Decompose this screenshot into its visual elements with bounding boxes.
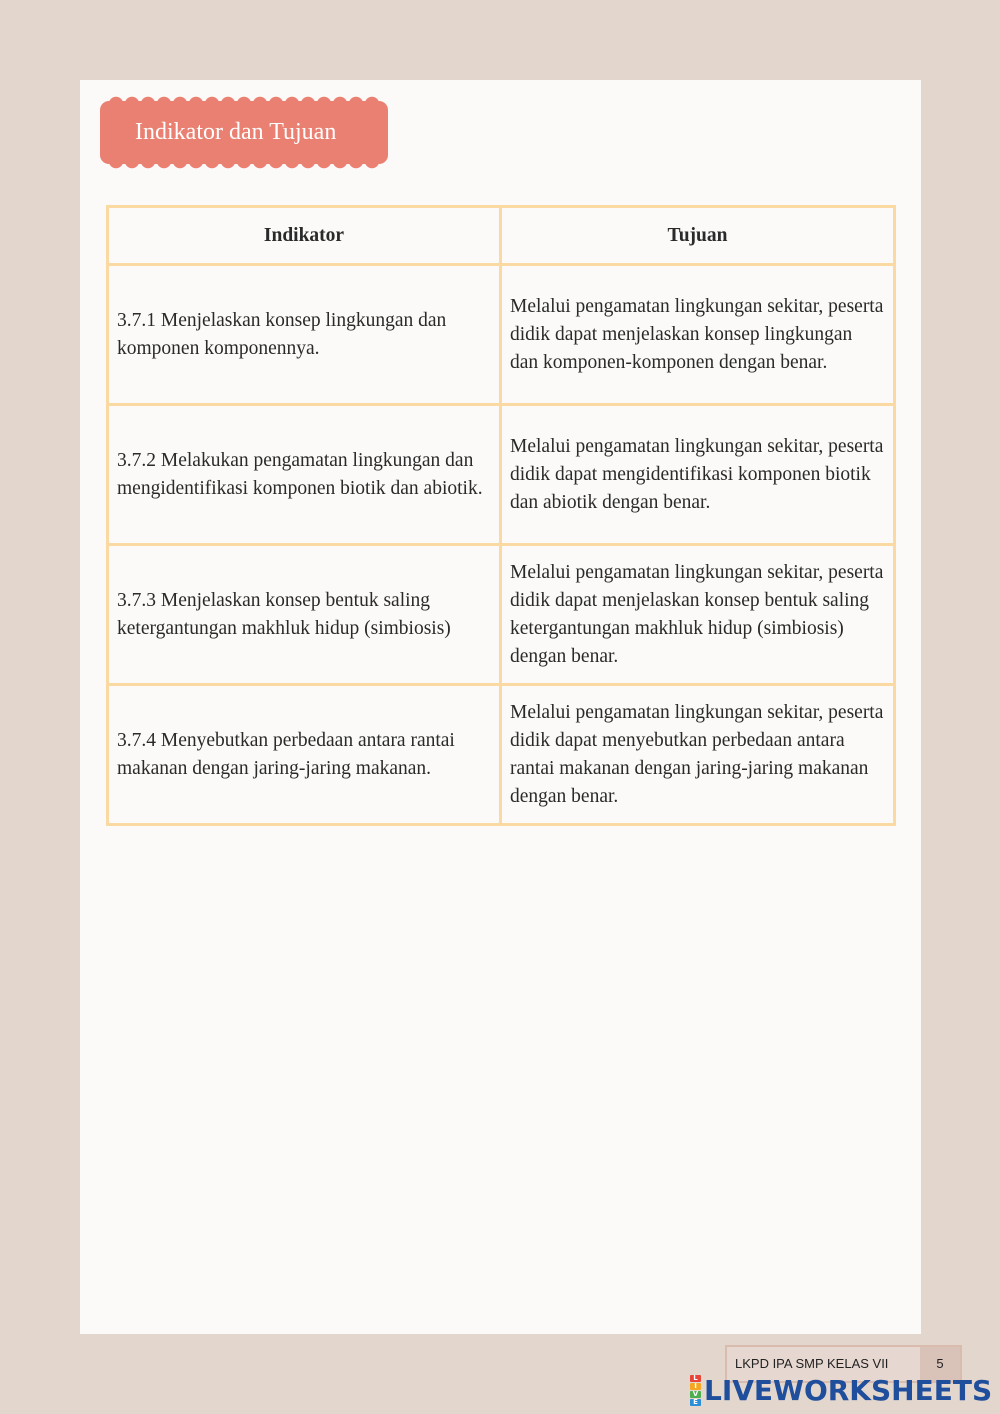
tujuan-cell: Melalui pengamatan lingkungan sekitar, peserta didik dapat menyebutkan perbedaan antara rantai makanan dengan jaring-jaring makanan dengan benar. <box>501 685 895 825</box>
page-number: 5 <box>920 1347 960 1381</box>
badge-scallop-bottom <box>108 161 380 169</box>
table-row <box>108 405 895 545</box>
logo-letter: L <box>690 1375 701 1382</box>
header-tujuan: Tujuan <box>501 207 895 265</box>
logo-letter: I <box>690 1383 701 1390</box>
table-row <box>108 685 895 825</box>
table-header-row <box>108 207 895 265</box>
badge-scallop-top <box>108 96 380 104</box>
logo-letter: V <box>690 1391 701 1398</box>
liveworksheets-watermark[interactable] <box>690 1372 992 1408</box>
watermark-text: LIVEWORKSHEETS <box>704 1373 993 1407</box>
table-row <box>108 545 895 685</box>
table-row <box>108 265 895 405</box>
section-title: Indikator dan Tujuan <box>135 119 337 145</box>
indicator-goal-table <box>106 205 896 826</box>
section-title-badge <box>100 101 388 164</box>
header-indikator: Indikator <box>108 207 501 265</box>
liveworksheets-logo-icon <box>690 1375 701 1406</box>
indikator-cell: 3.7.3 Menjelaskan konsep bentuk saling ketergantungan makhluk hidup (simbiosis) <box>108 545 501 685</box>
tujuan-cell: Melalui pengamatan lingkungan sekitar, peserta didik dapat mengidentifikasi komponen biotik dan abiotik dengan benar. <box>501 405 895 545</box>
footer-label: LKPD IPA SMP KELAS VII <box>727 1347 920 1381</box>
indikator-cell: 3.7.4 Menyebutkan perbedaan antara rantai makanan dengan jaring-jaring makanan. <box>108 685 501 825</box>
tujuan-cell: Melalui pengamatan lingkungan sekitar, peserta didik dapat menjelaskan konsep bentuk saling ketergantungan makhluk hidup (simbiosis) dengan benar. <box>501 545 895 685</box>
indikator-cell: 3.7.2 Melakukan pengamatan lingkungan dan mengidentifikasi komponen biotik dan abiotik. <box>108 405 501 545</box>
logo-letter: E <box>690 1399 701 1406</box>
tujuan-cell: Melalui pengamatan lingkungan sekitar, peserta didik dapat menjelaskan konsep lingkungan dan komponen-komponen dengan benar. <box>501 265 895 405</box>
indikator-cell: 3.7.1 Menjelaskan konsep lingkungan dan komponen komponennya. <box>108 265 501 405</box>
